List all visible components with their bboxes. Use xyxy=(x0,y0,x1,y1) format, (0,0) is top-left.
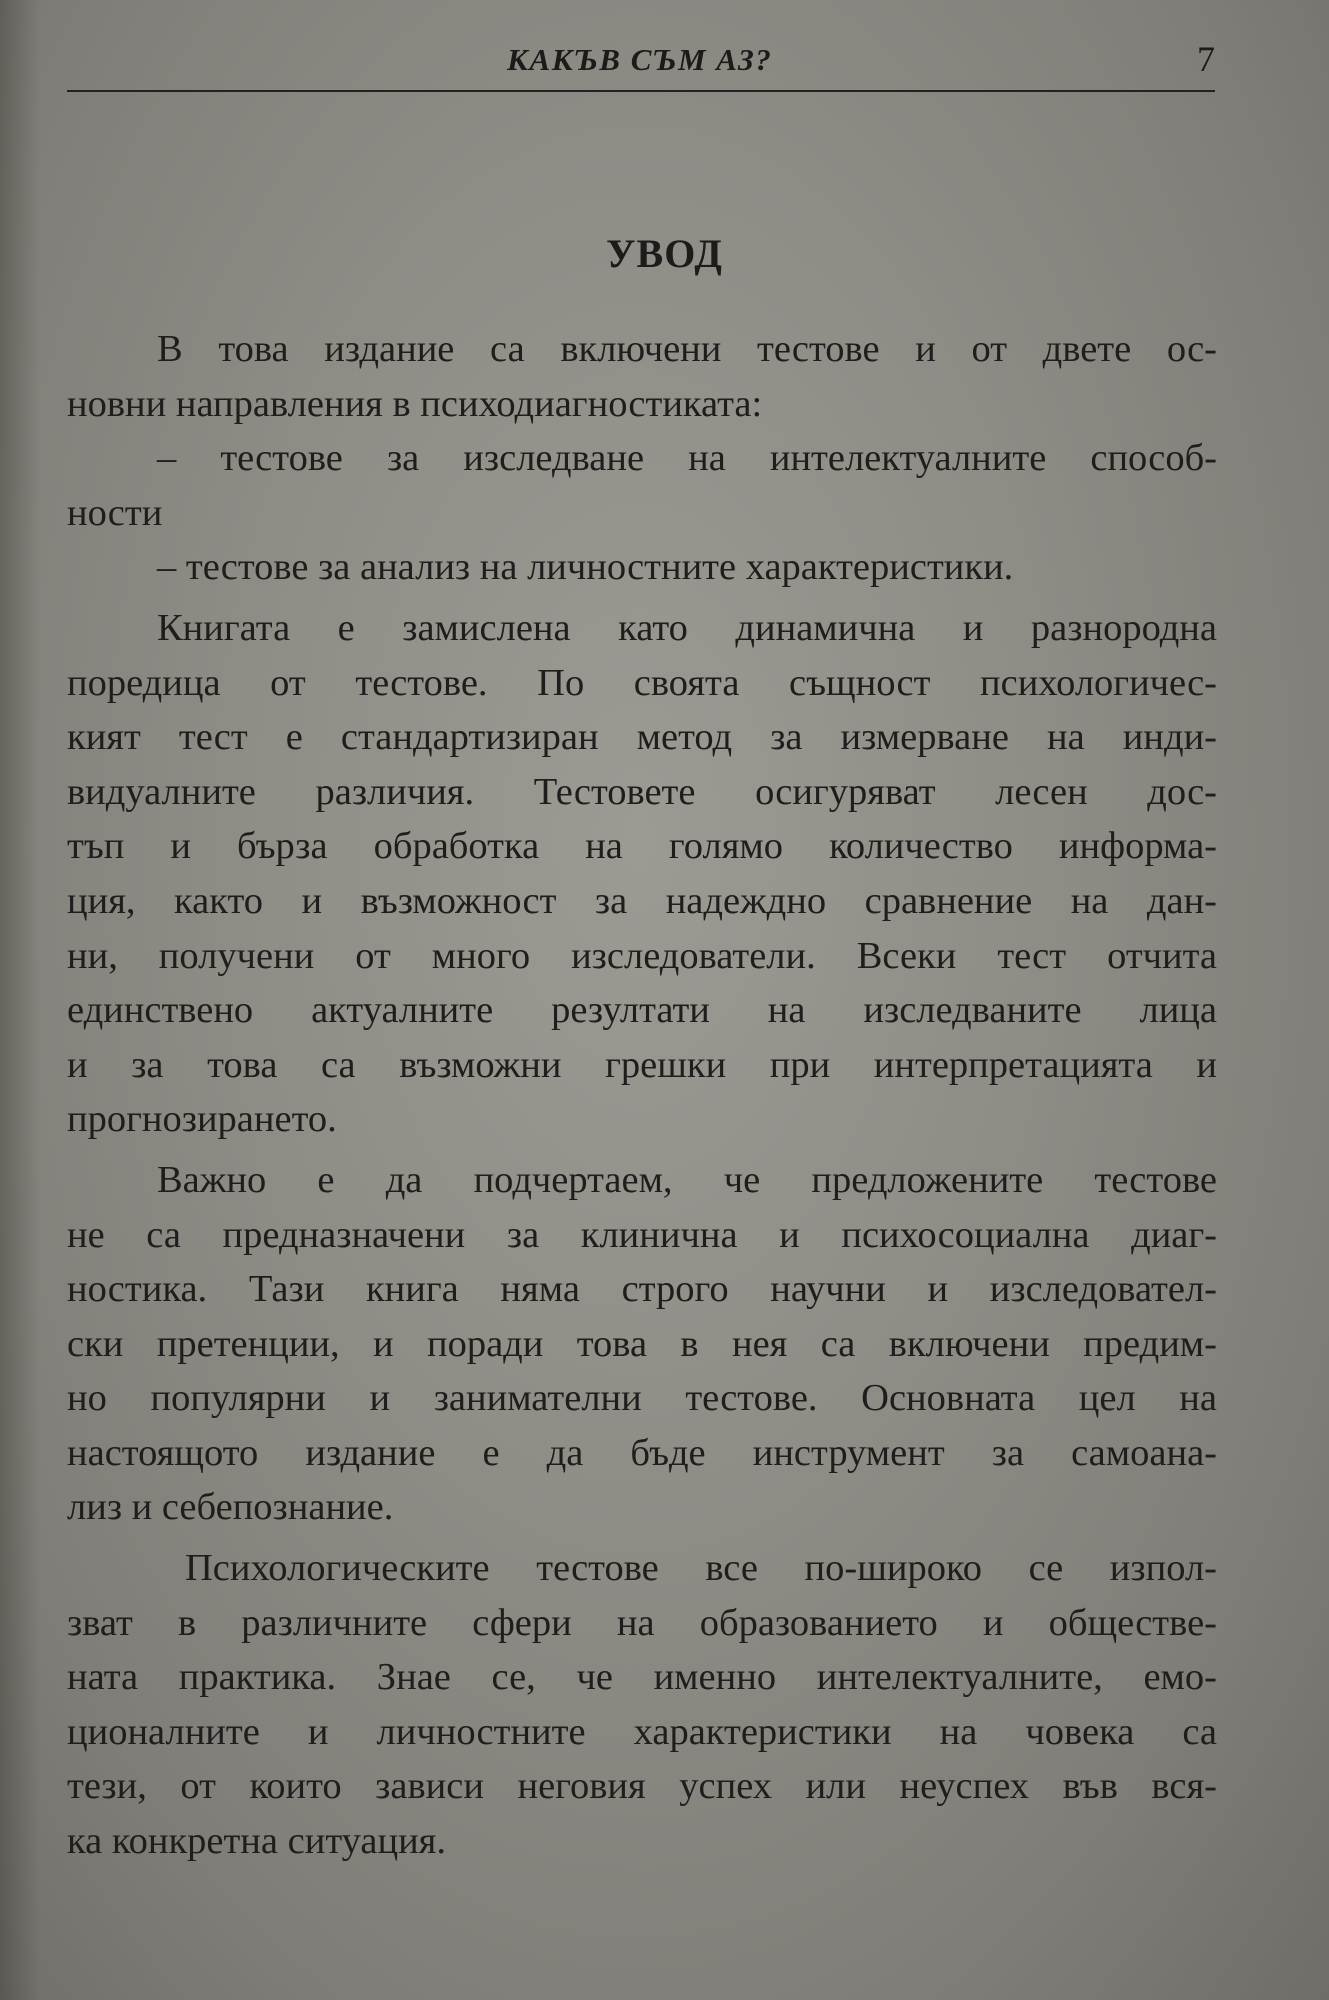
text-line: Психологическите тестове все по-широко се изпол- xyxy=(185,1547,1217,1590)
text-line: – тестове за анализ на личностните характеристики. xyxy=(157,546,1014,589)
text-line: ски претенции, и поради това в нея са включени предим- xyxy=(67,1322,1217,1365)
running-title: КАКЪВ СЪМ АЗ? xyxy=(507,42,773,77)
text-line: ната практика. Знае се, че именно интелектуалните, емо- xyxy=(67,1656,1217,1699)
text-line: прогнозирането. xyxy=(67,1098,337,1141)
text-line: видуалните различия. Тестовете осигуряват лесен дос- xyxy=(67,770,1217,813)
text-line: единствено актуалните резултати на изследваните лица xyxy=(67,989,1217,1032)
text-line: В това издание са включени тестове и от двете ос- xyxy=(157,328,1217,370)
text-line: ностика. Тази книга няма строго научни и изследовател- xyxy=(67,1268,1217,1311)
text-line: тъп и бърза обработка на голямо количество информа- xyxy=(67,825,1217,868)
text-line: Книгата е замислена като динамична и разнородна xyxy=(157,606,1217,649)
text-line: не са предназначени за клинична и психосоциална диаг- xyxy=(67,1213,1217,1256)
text-line: и за това са възможни грешки при интерпретацията и xyxy=(67,1043,1217,1086)
text-line: ности xyxy=(67,491,163,534)
text-line: но популярни и занимателни тестове. Основната цел на xyxy=(67,1377,1217,1420)
running-header xyxy=(67,36,1215,86)
header-rule xyxy=(67,90,1215,92)
text-line: кият тест е стандартизиран метод за измерване на инди- xyxy=(67,716,1217,759)
text-line: настоящото издание е да бъде инструмент за самоана- xyxy=(67,1431,1217,1474)
text-line: поредица от тестове. По своята същност психологичес- xyxy=(67,661,1217,704)
text-line: новни направления в психодиагностиката: xyxy=(67,382,763,425)
text-line: тези, от които зависи неговия успех или неуспех във вся- xyxy=(67,1765,1217,1808)
text-line: лиз и себепознание. xyxy=(67,1486,394,1529)
section-title: УВОД xyxy=(606,231,723,276)
text-line: ка конкретна ситуация. xyxy=(67,1820,447,1863)
text-line: ни, получени от много изследователи. Всеки тест отчита xyxy=(67,934,1217,977)
text-line: зват в различните сфери на образованието и обществе- xyxy=(67,1601,1217,1644)
text-line: ция, както и възможност за надеждно сравнение на дан- xyxy=(67,879,1217,922)
text-line: ционалните и личностните характеристики на човека са xyxy=(67,1710,1217,1753)
text-line: – тестове за изследване на интелектуалните способ- xyxy=(157,437,1217,480)
body-text xyxy=(67,322,1217,1869)
page-number: 7 xyxy=(1197,39,1215,79)
text-line: Важно е да подчертаем, че предложените тестове xyxy=(157,1158,1217,1201)
